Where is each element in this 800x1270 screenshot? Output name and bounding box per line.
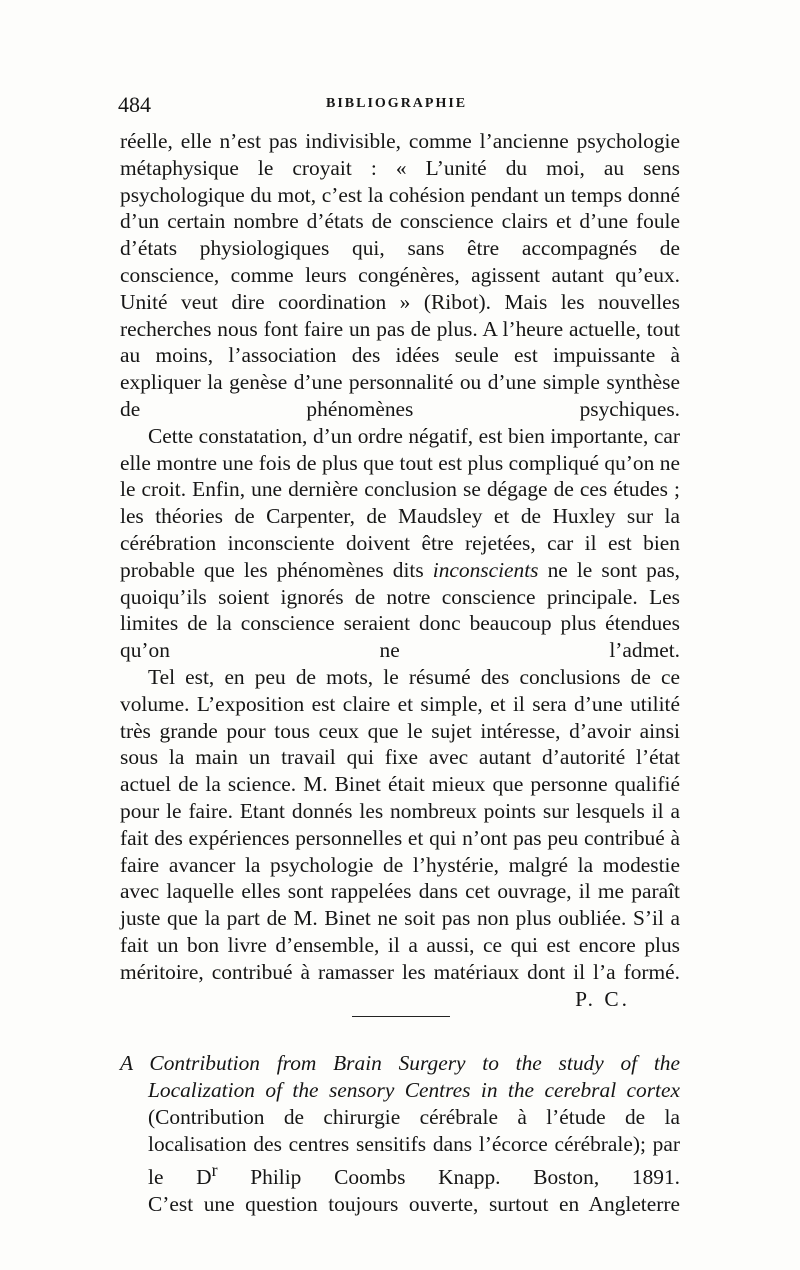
review-paragraph-1: réelle, elle n’est pas indivisible, comme l’ancienne psychologie métaphysique le croyait : « L’unité du moi, au sens psychologique du mot, c’est la cohésion pendant un temps donné d’un certain nombre d’états de conscience clairs et d’une foule d’états physiologiques qui, sans être accompagnés de conscience, comme leurs congénères, agissent autant qu’eux. Unité veut dire coordination » (Ribot). Mais les nouvelles recherches nous font faire un pas de plus. A l’heure actuelle, tout au moins, l’association des idées seule est impuissante à expliquer la genèse d’une personnalité ou d’une simple synthèse de phénomènes psychiques. (120, 129, 680, 421)
review-paragraph-2 (120, 423, 680, 664)
doctor-abbrev-superscript: r (211, 1160, 218, 1181)
review-paragraph-3: Tel est, en peu de mots, le résumé des conclusions de ce volume. L’exposition est claire et simple, et il sera d’une utilité très grande pour tous ceux que le sujet intéresse, d’avoir ainsi sous la main un travail qui fixe avec autant d’autorité l’état actuel de la science. M. Binet était mieux que personne qualifié pour le faire. Etant donnés les nombreux points sur lesquels il a fait des expériences personnelles et qui n’ont pas peu contribué à faire avancer la psychologie de l’hystérie, malgré la modestie avec laquelle elles sont rappelées dans cet ouvrage, il me paraît juste que la part de M. Binet ne soit pas non plus oubliée. S’il a fait un bon livre d’ensemble, il a aussi, ce qui est encore plus méritoire, contribué à ramasser les matériaux dont il l’a formé. (120, 664, 680, 984)
paragraph-2-text-start: Cette constatation, d’un ordre négatif, est bien importante, car elle montre une fois de plus que tout est plus compliqué qu’on ne le croit. Enfin, une dernière conclusion se dégage de ces études ; les théories de Carpenter, de Maudsley et de Huxley sur la cérébration inconsciente doivent être rejetées, car il est bien probable que les phénomènes dits (120, 423, 680, 582)
second-review-paragraph-1: C’est une question toujours ouverte, surtout en Angleterre (148, 1192, 680, 1217)
review-signature: P. C. (575, 986, 630, 1011)
book-title-translation: (Contribution de chirurgie cérébrale à l’étude de la localisation des centres sensitifs dans l’écorce cérébrale); par le D (148, 1104, 680, 1190)
section-divider (120, 1012, 680, 1050)
page-number: 484 (118, 92, 151, 117)
running-title: BIBLIOGRAPHIE (326, 96, 468, 111)
author-and-place: Philip Coombs Knapp. Boston, 1891. (217, 1165, 680, 1190)
second-review-heading (120, 1050, 680, 1191)
book-title-english: A Contribution from Brain Surgery to the study of the Localization of the sensory Centres in the cerebral cortex (120, 1051, 680, 1103)
page-body (120, 128, 680, 1218)
italic-term-inconscients: inconscients (432, 557, 539, 582)
page-header (118, 92, 678, 122)
paragraph-2-text-end: ne le sont pas, quoiqu’ils soient ignorés de notre conscience principale. Les limites de la conscience seraient donc beaucoup plus étendues qu’on ne l’admet. (120, 557, 680, 663)
